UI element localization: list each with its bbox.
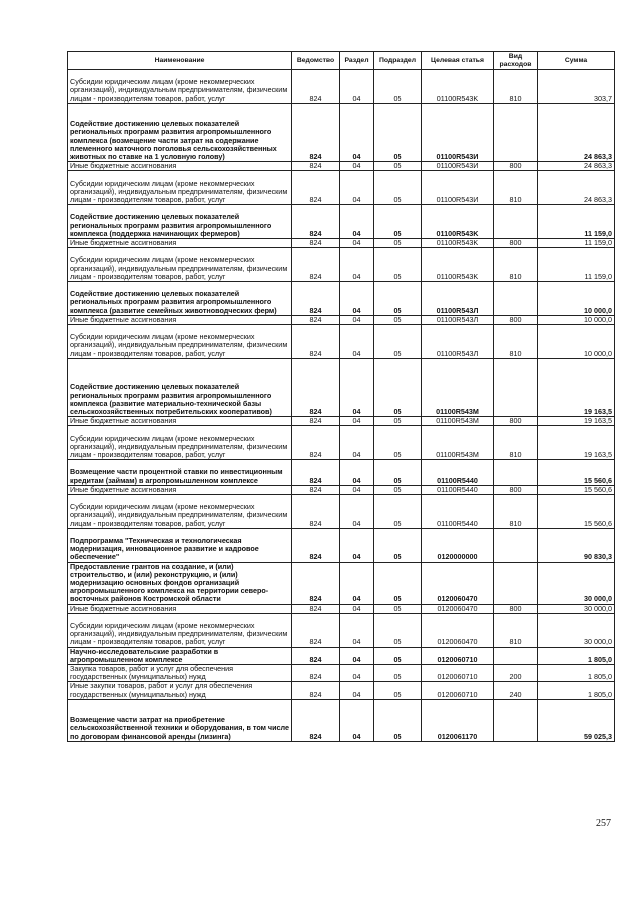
cell-expense-type: [494, 699, 538, 741]
cell-razdel: 04: [340, 664, 374, 681]
cell-expense-type: 810: [494, 324, 538, 358]
header-target-article: Целевая статья: [422, 52, 494, 70]
cell-podrazdel: 05: [374, 324, 422, 358]
cell-expense-type: 810: [494, 70, 538, 104]
cell-razdel: 04: [340, 324, 374, 358]
cell-name: Содействие достижению целевых показателей региональных программ развития агропромышленного комплекса (возмещение части затрат на содержание племенного маточного поголовья сельскохозяйственных животных по ставке на 1 условную голову): [68, 103, 292, 161]
table-row: [68, 281, 615, 315]
cell-vedomstvo: 824: [292, 664, 340, 681]
cell-sum: 10 000,0: [538, 315, 615, 324]
cell-name: Подпрограмма "Техническая и технологическая модернизация, инновационное развитие и кадровое обеспечение": [68, 528, 292, 562]
cell-vedomstvo: 824: [292, 613, 340, 647]
cell-name: Иные закупки товаров, работ и услуг для обеспечения государственных (муниципальных) нужд: [68, 682, 292, 699]
cell-podrazdel: 05: [374, 460, 422, 486]
cell-target-article: 0120061170: [422, 699, 494, 741]
cell-razdel: 04: [340, 417, 374, 426]
cell-expense-type: 200: [494, 664, 538, 681]
cell-razdel: 04: [340, 460, 374, 486]
cell-name: Иные бюджетные ассигнования: [68, 315, 292, 324]
cell-expense-type: 240: [494, 682, 538, 699]
cell-podrazdel: 05: [374, 604, 422, 613]
cell-name: Субсидии юридическим лицам (кроме некоммерческих организаций), индивидуальным предпринимателям, физическим лицам - производителям товаров, работ, услуг: [68, 171, 292, 205]
cell-sum: 19 163,5: [538, 358, 615, 416]
cell-vedomstvo: 824: [292, 358, 340, 416]
cell-vedomstvo: 824: [292, 281, 340, 315]
cell-name: Иные бюджетные ассигнования: [68, 604, 292, 613]
table-row: [68, 70, 615, 104]
cell-podrazdel: 05: [374, 426, 422, 460]
table-row: [68, 699, 615, 741]
cell-vedomstvo: 824: [292, 562, 340, 604]
cell-vedomstvo: 824: [292, 647, 340, 664]
cell-name: Содействие достижению целевых показателей региональных программ развития агропромышленного комплекса (развитие материально-технической базы сельскохозяйственных потребительских кооперативов): [68, 358, 292, 416]
cell-target-article: 01100R543M: [422, 358, 494, 416]
cell-name: Субсидии юридическим лицам (кроме некоммерческих организаций), индивидуальным предпринимателям, физическим лицам - производителям товаров, работ, услуг: [68, 494, 292, 528]
cell-target-article: 01100R543И: [422, 103, 494, 161]
cell-name: Научно-исследовательские разработки в агропромышленном комплексе: [68, 647, 292, 664]
cell-expense-type: 810: [494, 494, 538, 528]
cell-podrazdel: 05: [374, 205, 422, 239]
table-row: [68, 647, 615, 664]
table-row: [68, 682, 615, 699]
table-row: [68, 494, 615, 528]
cell-podrazdel: 05: [374, 238, 422, 247]
cell-target-article: 0120000000: [422, 528, 494, 562]
cell-sum: 19 163,5: [538, 417, 615, 426]
table-row: [68, 238, 615, 247]
page-number: 257: [596, 818, 611, 829]
cell-sum: 59 025,3: [538, 699, 615, 741]
cell-name: Субсидии юридическим лицам (кроме некоммерческих организаций), индивидуальным предпринимателям, физическим лицам - производителям товаров, работ, услуг: [68, 613, 292, 647]
cell-name: Закупка товаров, работ и услуг для обеспечения государственных (муниципальных) нужд: [68, 664, 292, 681]
cell-name: Субсидии юридическим лицам (кроме некоммерческих организаций), индивидуальным предпринимателям, физическим лицам - производителям товаров, работ, услуг: [68, 70, 292, 104]
cell-razdel: 04: [340, 315, 374, 324]
cell-expense-type: 810: [494, 248, 538, 282]
cell-sum: 90 830,3: [538, 528, 615, 562]
header-name: Наименование: [68, 52, 292, 70]
cell-sum: 15 560,6: [538, 485, 615, 494]
cell-target-article: 0120060710: [422, 682, 494, 699]
cell-vedomstvo: 824: [292, 682, 340, 699]
cell-sum: 1 805,0: [538, 647, 615, 664]
header-razdel: Раздел: [340, 52, 374, 70]
cell-target-article: 0120060470: [422, 604, 494, 613]
table-row: [68, 324, 615, 358]
cell-razdel: 04: [340, 103, 374, 161]
cell-name: Субсидии юридическим лицам (кроме некоммерческих организаций), индивидуальным предпринимателям, физическим лицам - производителям товаров, работ, услуг: [68, 248, 292, 282]
cell-target-article: 01100R543K: [422, 70, 494, 104]
cell-podrazdel: 05: [374, 162, 422, 171]
cell-sum: 11 159,0: [538, 205, 615, 239]
table-row: [68, 103, 615, 161]
cell-podrazdel: 05: [374, 494, 422, 528]
cell-name: Иные бюджетные ассигнования: [68, 238, 292, 247]
cell-podrazdel: 05: [374, 528, 422, 562]
cell-podrazdel: 05: [374, 485, 422, 494]
cell-podrazdel: 05: [374, 248, 422, 282]
table-row: [68, 562, 615, 604]
cell-sum: 24 863,3: [538, 103, 615, 161]
cell-podrazdel: 05: [374, 417, 422, 426]
cell-expense-type: [494, 528, 538, 562]
table-row: [68, 604, 615, 613]
cell-razdel: 04: [340, 281, 374, 315]
cell-podrazdel: 05: [374, 682, 422, 699]
cell-podrazdel: 05: [374, 315, 422, 324]
cell-razdel: 04: [340, 528, 374, 562]
table-row: [68, 485, 615, 494]
cell-expense-type: [494, 205, 538, 239]
cell-expense-type: [494, 103, 538, 161]
cell-vedomstvo: 824: [292, 205, 340, 239]
table-row: [68, 358, 615, 416]
cell-name: Содействие достижению целевых показателей региональных программ развития агропромышленного комплекса (поддержка начинающих фермеров): [68, 205, 292, 239]
cell-expense-type: [494, 358, 538, 416]
cell-name: Возмещение части процентной ставки по инвестиционным кредитам (займам) в агропромышленном комплексе: [68, 460, 292, 486]
cell-sum: 11 159,0: [538, 248, 615, 282]
table-body: [68, 70, 615, 742]
cell-vedomstvo: 824: [292, 315, 340, 324]
cell-vedomstvo: 824: [292, 162, 340, 171]
cell-sum: 30 000,0: [538, 613, 615, 647]
cell-vedomstvo: 824: [292, 324, 340, 358]
cell-vedomstvo: 824: [292, 699, 340, 741]
header-vedomstvo: Ведомство: [292, 52, 340, 70]
budget-table: [67, 51, 615, 742]
cell-expense-type: 810: [494, 613, 538, 647]
cell-name: Предоставление грантов на создание, и (или) строительство, и (или) реконструкцию, и (или) модернизацию основных фондов организаций агропромышленного комплекса на территории северо-восточных районов Костромской области: [68, 562, 292, 604]
cell-expense-type: 800: [494, 315, 538, 324]
cell-target-article: 0120060470: [422, 562, 494, 604]
cell-name: Иные бюджетные ассигнования: [68, 485, 292, 494]
cell-razdel: 04: [340, 494, 374, 528]
cell-podrazdel: 05: [374, 664, 422, 681]
cell-target-article: 01100R543И: [422, 162, 494, 171]
cell-name: Иные бюджетные ассигнования: [68, 417, 292, 426]
table-row: [68, 426, 615, 460]
cell-podrazdel: 05: [374, 699, 422, 741]
cell-target-article: 01100R543K: [422, 238, 494, 247]
table-row: [68, 315, 615, 324]
cell-expense-type: 800: [494, 238, 538, 247]
cell-vedomstvo: 824: [292, 604, 340, 613]
cell-sum: 24 863,3: [538, 162, 615, 171]
cell-target-article: 01100R543K: [422, 205, 494, 239]
cell-expense-type: 800: [494, 417, 538, 426]
cell-podrazdel: 05: [374, 171, 422, 205]
cell-razdel: 04: [340, 248, 374, 282]
cell-razdel: 04: [340, 699, 374, 741]
cell-name: Содействие достижению целевых показателей региональных программ развития агропромышленного комплекса (развитие семейных животноводческих ферм): [68, 281, 292, 315]
cell-expense-type: 810: [494, 426, 538, 460]
cell-sum: 15 560,6: [538, 460, 615, 486]
cell-razdel: 04: [340, 426, 374, 460]
cell-target-article: 0120060710: [422, 664, 494, 681]
cell-sum: 30 000,0: [538, 562, 615, 604]
cell-expense-type: 800: [494, 485, 538, 494]
cell-vedomstvo: 824: [292, 70, 340, 104]
cell-razdel: 04: [340, 604, 374, 613]
cell-vedomstvo: 824: [292, 494, 340, 528]
cell-vedomstvo: 824: [292, 426, 340, 460]
cell-razdel: 04: [340, 682, 374, 699]
cell-razdel: 04: [340, 613, 374, 647]
cell-target-article: 01100R543M: [422, 426, 494, 460]
cell-target-article: 01100R5440: [422, 494, 494, 528]
cell-expense-type: [494, 281, 538, 315]
cell-target-article: 01100R543Л: [422, 324, 494, 358]
header-expense-type: Вид расходов: [494, 52, 538, 70]
cell-podrazdel: 05: [374, 613, 422, 647]
cell-sum: 10 000,0: [538, 324, 615, 358]
cell-target-article: 01100R5440: [422, 485, 494, 494]
header-podrazdel: Подраздел: [374, 52, 422, 70]
cell-sum: 19 163,5: [538, 426, 615, 460]
cell-target-article: 01100R543Л: [422, 315, 494, 324]
cell-podrazdel: 05: [374, 281, 422, 315]
cell-vedomstvo: 824: [292, 460, 340, 486]
cell-razdel: 04: [340, 358, 374, 416]
cell-podrazdel: 05: [374, 647, 422, 664]
cell-razdel: 04: [340, 171, 374, 205]
cell-razdel: 04: [340, 562, 374, 604]
cell-name: Иные бюджетные ассигнования: [68, 162, 292, 171]
cell-sum: 10 000,0: [538, 281, 615, 315]
cell-expense-type: 800: [494, 604, 538, 613]
cell-razdel: 04: [340, 238, 374, 247]
cell-name: Возмещение части затрат на приобретение сельскохозяйственной техники и оборудования, в том числе по договорам финансовой аренды (лизинга): [68, 699, 292, 741]
cell-vedomstvo: 824: [292, 528, 340, 562]
cell-vedomstvo: 824: [292, 417, 340, 426]
cell-vedomstvo: 824: [292, 485, 340, 494]
cell-target-article: 0120060710: [422, 647, 494, 664]
table-row: [68, 205, 615, 239]
table-header-row: [68, 52, 615, 70]
cell-sum: 11 159,0: [538, 238, 615, 247]
cell-expense-type: 800: [494, 162, 538, 171]
cell-sum: 24 863,3: [538, 171, 615, 205]
cell-podrazdel: 05: [374, 562, 422, 604]
cell-podrazdel: 05: [374, 358, 422, 416]
table-row: [68, 162, 615, 171]
cell-razdel: 04: [340, 205, 374, 239]
cell-target-article: 0120060470: [422, 613, 494, 647]
cell-vedomstvo: 824: [292, 238, 340, 247]
cell-expense-type: [494, 562, 538, 604]
table-row: [68, 417, 615, 426]
cell-podrazdel: 05: [374, 103, 422, 161]
header-sum: Сумма: [538, 52, 615, 70]
table-row: [68, 528, 615, 562]
cell-expense-type: [494, 647, 538, 664]
cell-sum: 1 805,0: [538, 682, 615, 699]
cell-target-article: 01100R543M: [422, 417, 494, 426]
cell-target-article: 01100R543K: [422, 248, 494, 282]
cell-expense-type: [494, 460, 538, 486]
cell-vedomstvo: 824: [292, 171, 340, 205]
cell-expense-type: 810: [494, 171, 538, 205]
cell-razdel: 04: [340, 647, 374, 664]
cell-target-article: 01100R5440: [422, 460, 494, 486]
cell-name: Субсидии юридическим лицам (кроме некоммерческих организаций), индивидуальным предпринимателям, физическим лицам - производителям товаров, работ, услуг: [68, 324, 292, 358]
cell-sum: 303,7: [538, 70, 615, 104]
cell-target-article: 01100R543Л: [422, 281, 494, 315]
table-row: [68, 613, 615, 647]
cell-razdel: 04: [340, 70, 374, 104]
table-row: [68, 248, 615, 282]
table-row: [68, 460, 615, 486]
cell-razdel: 04: [340, 162, 374, 171]
table-row: [68, 664, 615, 681]
cell-sum: 15 560,6: [538, 494, 615, 528]
table-row: [68, 171, 615, 205]
cell-target-article: 01100R543И: [422, 171, 494, 205]
cell-vedomstvo: 824: [292, 248, 340, 282]
cell-name: Субсидии юридическим лицам (кроме некоммерческих организаций), индивидуальным предпринимателям, физическим лицам - производителям товаров, работ, услуг: [68, 426, 292, 460]
cell-sum: 30 000,0: [538, 604, 615, 613]
cell-podrazdel: 05: [374, 70, 422, 104]
cell-razdel: 04: [340, 485, 374, 494]
cell-sum: 1 805,0: [538, 664, 615, 681]
cell-vedomstvo: 824: [292, 103, 340, 161]
